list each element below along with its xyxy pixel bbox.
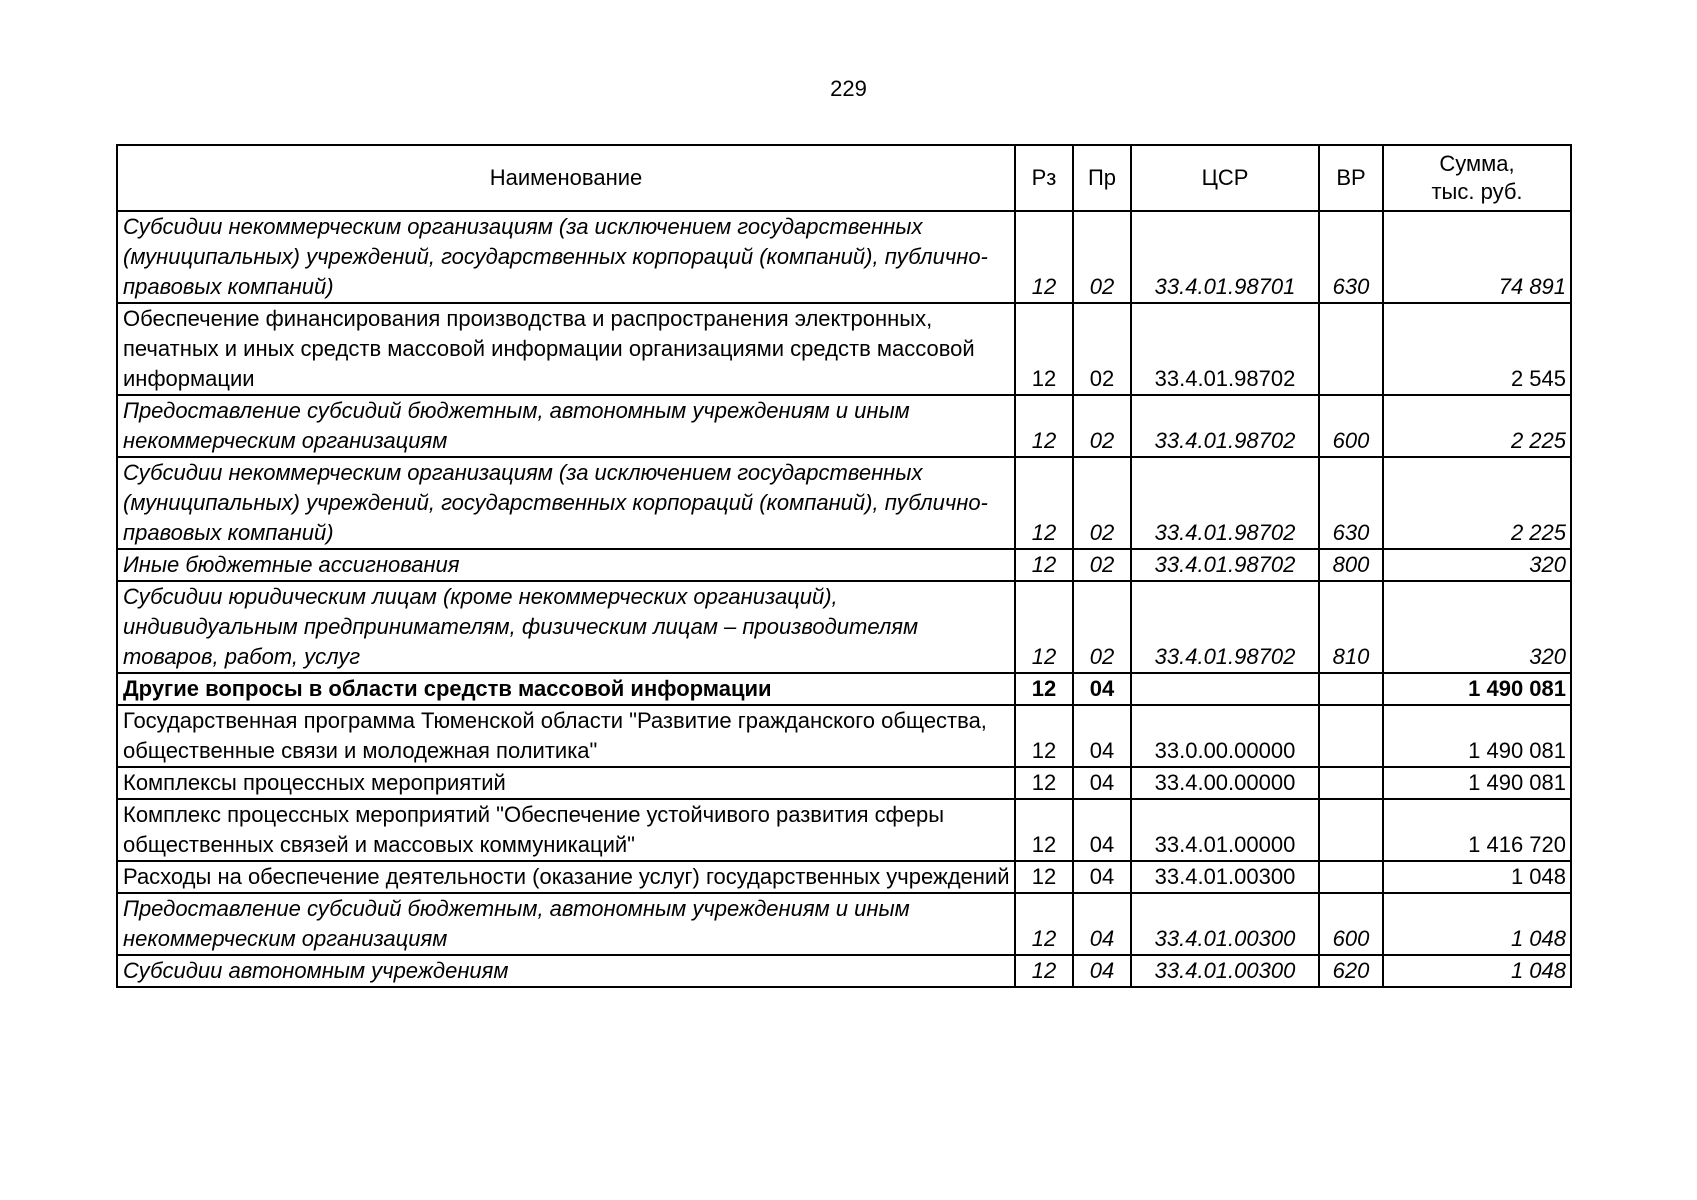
table-row [117,581,1571,673]
cell-rz: 12 [1015,303,1073,395]
cell-name: Расходы на обеспечение деятельности (оказание услуг) государственных учреждений [117,861,1015,893]
cell-pr: 04 [1073,861,1131,893]
cell-rz: 12 [1015,955,1073,987]
cell-csr: 33.4.00.00000 [1131,767,1319,799]
cell-vr [1319,861,1383,893]
cell-pr: 02 [1073,395,1131,457]
cell-vr [1319,303,1383,395]
page-number: 229 [830,76,867,101]
cell-pr: 04 [1073,955,1131,987]
cell-vr: 810 [1319,581,1383,673]
cell-name: Комплекс процессных мероприятий "Обеспечение устойчивого развития сферы общественных связей и массовых коммуникаций" [117,799,1015,861]
cell-csr: 33.0.00.00000 [1131,705,1319,767]
cell-vr: 600 [1319,893,1383,955]
cell-pr: 04 [1073,705,1131,767]
table-row [117,861,1571,893]
cell-name: Обеспечение финансирования производства и распространения электронных, печатных и иных средств массовой информации организациями средств массовой информации [117,303,1015,395]
cell-vr: 800 [1319,549,1383,581]
cell-pr: 02 [1073,303,1131,395]
cell-csr: 33.4.01.00300 [1131,861,1319,893]
cell-rz: 12 [1015,581,1073,673]
cell-rz: 12 [1015,549,1073,581]
header-csr: ЦСР [1131,145,1319,211]
cell-name: Другие вопросы в области средств массовой информации [117,673,1015,705]
cell-rz: 12 [1015,457,1073,549]
table-row [117,549,1571,581]
cell-rz: 12 [1015,211,1073,303]
cell-sum: 1 048 [1383,955,1571,987]
cell-sum: 1 490 081 [1383,705,1571,767]
table-row [117,767,1571,799]
cell-vr [1319,767,1383,799]
cell-rz: 12 [1015,893,1073,955]
cell-csr: 33.4.01.98702 [1131,581,1319,673]
cell-csr: 33.4.01.00000 [1131,799,1319,861]
cell-pr: 04 [1073,799,1131,861]
table-row [117,211,1571,303]
cell-pr: 04 [1073,893,1131,955]
header-rz: Рз [1015,145,1073,211]
table-row [117,395,1571,457]
cell-csr: 33.4.01.98702 [1131,395,1319,457]
cell-name: Субсидии некоммерческим организациям (за исключением государственных (муниципальных) учреждений, государственных корпораций (компаний), публично-правовых компаний) [117,457,1015,549]
cell-name: Государственная программа Тюменской области "Развитие гражданского общества, общественные связи и молодежная политика" [117,705,1015,767]
cell-rz: 12 [1015,767,1073,799]
cell-sum: 1 490 081 [1383,673,1571,705]
cell-name: Предоставление субсидий бюджетным, автономным учреждениям и иным некоммерческим организациям [117,395,1015,457]
header-sum-line2: тыс. руб. [1431,179,1523,204]
cell-sum: 2 225 [1383,395,1571,457]
cell-csr: 33.4.01.00300 [1131,955,1319,987]
cell-pr: 02 [1073,211,1131,303]
header-sum [1383,145,1571,211]
header-vr: ВР [1319,145,1383,211]
cell-vr [1319,705,1383,767]
cell-vr [1319,799,1383,861]
header-pr: Пр [1073,145,1131,211]
header-name: Наименование [117,145,1015,211]
table-row [117,673,1571,705]
cell-rz: 12 [1015,395,1073,457]
table-row [117,955,1571,987]
cell-csr [1131,673,1319,705]
cell-vr: 620 [1319,955,1383,987]
cell-vr: 630 [1319,457,1383,549]
cell-csr: 33.4.01.98701 [1131,211,1319,303]
header-sum-line1: Сумма, [1439,151,1515,176]
cell-name: Субсидии юридическим лицам (кроме некоммерческих организаций), индивидуальным предпринимателям, физическим лицам – производителям товаров, работ, услуг [117,581,1015,673]
cell-csr: 33.4.01.98702 [1131,549,1319,581]
cell-csr: 33.4.01.98702 [1131,303,1319,395]
cell-pr: 02 [1073,581,1131,673]
cell-sum: 1 490 081 [1383,767,1571,799]
table-row [117,893,1571,955]
cell-pr: 02 [1073,549,1131,581]
table-row [117,799,1571,861]
cell-csr: 33.4.01.00300 [1131,893,1319,955]
cell-pr: 04 [1073,673,1131,705]
budget-table [116,144,1572,988]
cell-sum: 320 [1383,581,1571,673]
cell-pr: 04 [1073,767,1131,799]
cell-rz: 12 [1015,705,1073,767]
cell-name: Комплексы процессных мероприятий [117,767,1015,799]
table-row [117,303,1571,395]
cell-sum: 2 545 [1383,303,1571,395]
cell-sum: 74 891 [1383,211,1571,303]
cell-name: Предоставление субсидий бюджетным, автономным учреждениям и иным некоммерческим организациям [117,893,1015,955]
cell-sum: 320 [1383,549,1571,581]
table-row [117,457,1571,549]
cell-name: Субсидии некоммерческим организациям (за исключением государственных (муниципальных) учреждений, государственных корпораций (компаний), публично-правовых компаний) [117,211,1015,303]
cell-csr: 33.4.01.98702 [1131,457,1319,549]
cell-name: Иные бюджетные ассигнования [117,549,1015,581]
table-row [117,705,1571,767]
cell-rz: 12 [1015,861,1073,893]
table-header-row [117,145,1571,211]
cell-vr: 630 [1319,211,1383,303]
cell-rz: 12 [1015,673,1073,705]
cell-pr: 02 [1073,457,1131,549]
cell-vr [1319,673,1383,705]
cell-sum: 1 416 720 [1383,799,1571,861]
cell-rz: 12 [1015,799,1073,861]
cell-name: Субсидии автономным учреждениям [117,955,1015,987]
cell-sum: 1 048 [1383,861,1571,893]
cell-sum: 2 225 [1383,457,1571,549]
cell-vr: 600 [1319,395,1383,457]
cell-sum: 1 048 [1383,893,1571,955]
